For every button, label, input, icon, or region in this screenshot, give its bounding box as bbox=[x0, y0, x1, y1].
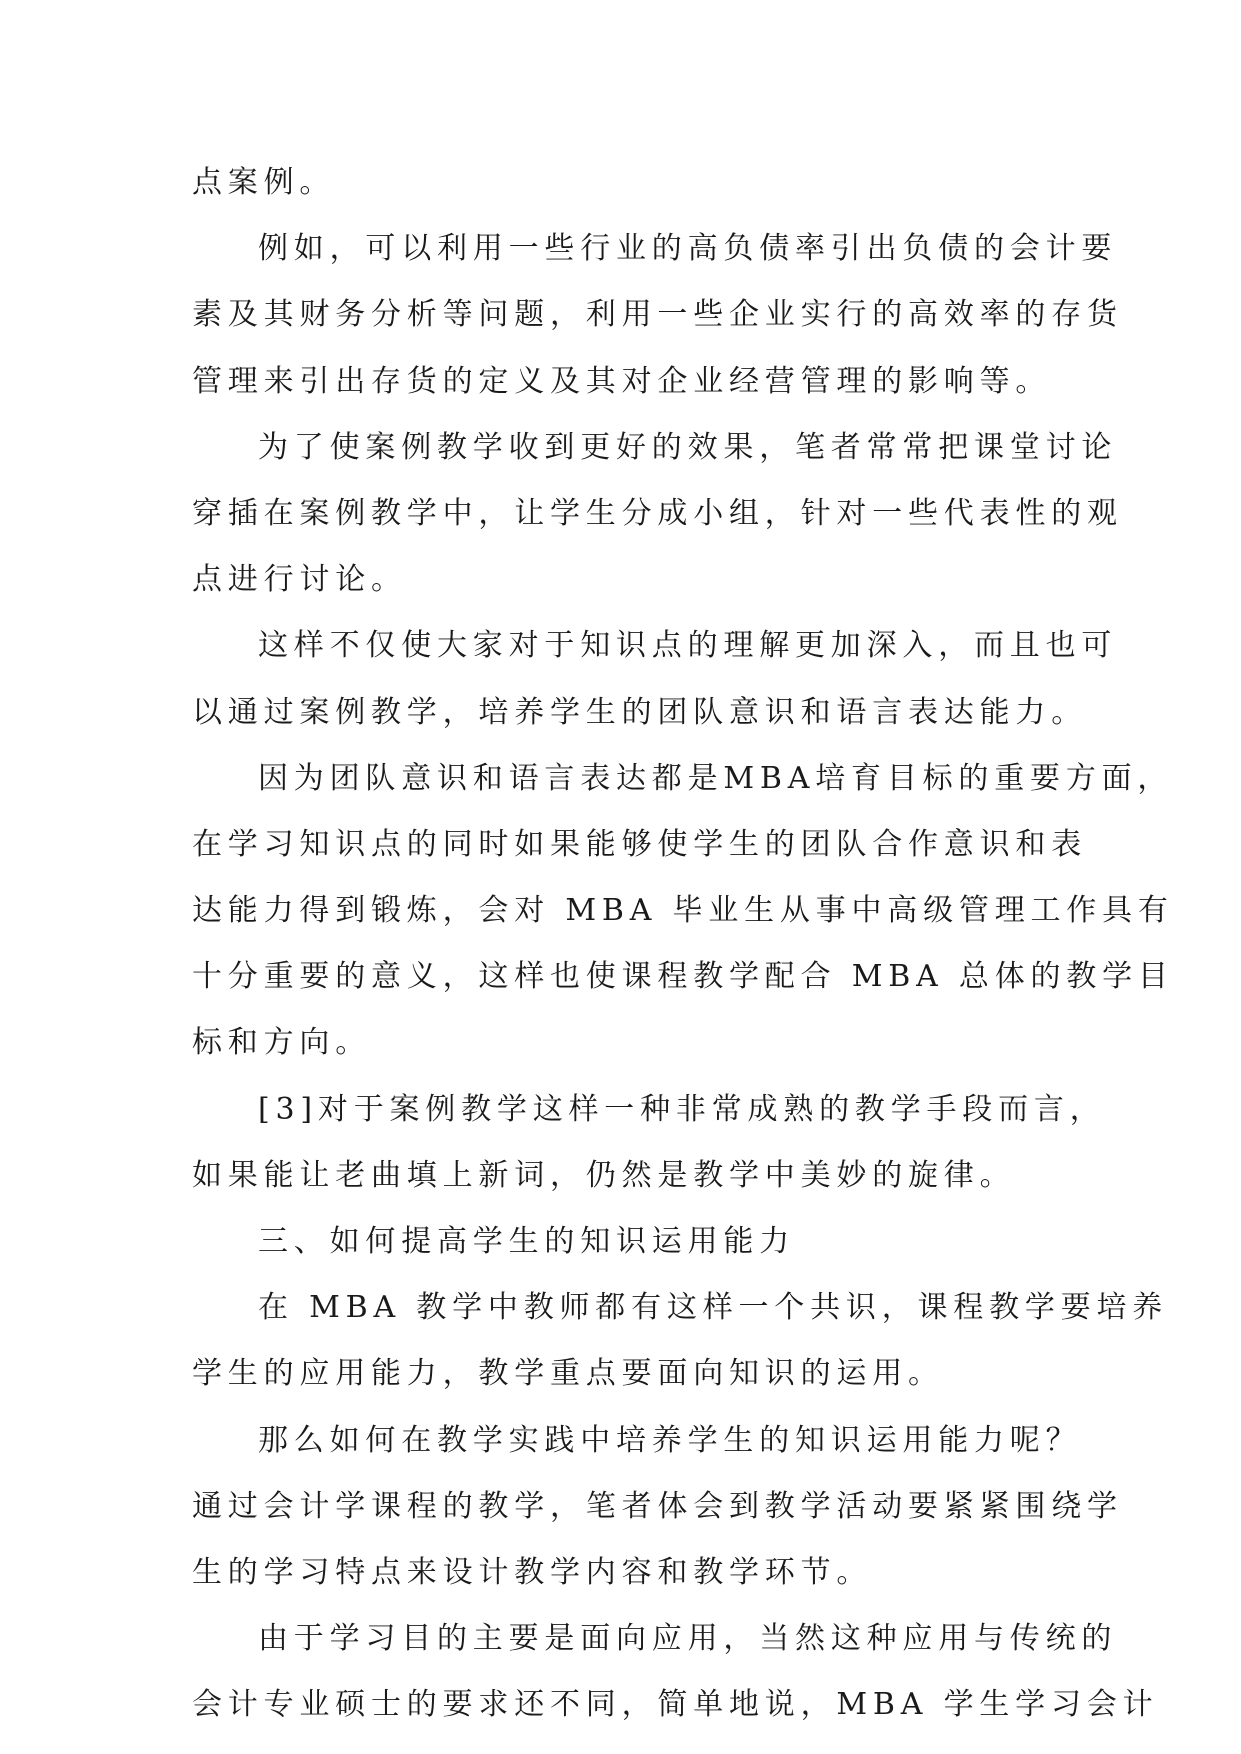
text-line: 例如，可以利用一些行业的高负债率引出负债的会计要 bbox=[258, 231, 1118, 267]
text-line: 生的学习特点来设计教学内容和教学环节。 bbox=[192, 1554, 873, 1590]
document-body bbox=[192, 150, 1174, 1739]
text-line: 素及其财务分析等问题，利用一些企业实行的高效率的存货 bbox=[192, 297, 1123, 333]
section-heading: 三、如何提高学生的知识运用能力 bbox=[258, 1224, 795, 1259]
text-line: 十分重要的意义，这样也使课程教学配合 MBA 总体的教学目 bbox=[192, 959, 1174, 995]
text-line: 以通过案例教学，培养学生的团队意识和语言表达能力。 bbox=[192, 694, 1087, 730]
text-line: 会计专业硕士的要求还不同，简单地说，MBA 学生学习会计 bbox=[192, 1687, 1159, 1723]
text-line: 在学习知识点的同时如果能够使学生的团队合作意识和表 bbox=[192, 826, 1087, 862]
text-line: 如果能让老曲填上新词，仍然是教学中美妙的旋律。 bbox=[192, 1157, 1016, 1193]
text-line: 标和方向。 bbox=[192, 1025, 371, 1061]
text-line: 在 MBA 教学中教师都有这样一个共识，课程教学要培养 bbox=[258, 1290, 1169, 1326]
text-line: 管理来引出存货的定义及其对企业经营管理的影响等。 bbox=[192, 363, 1052, 399]
text-line: 达能力得到锻炼，会对 MBA 毕业生从事中高级管理工作具有 bbox=[192, 893, 1174, 929]
text-line: 穿插在案例教学中，让学生分成小组，针对一些代表性的观 bbox=[192, 495, 1123, 531]
text-line: 通过会计学课程的教学，笔者体会到教学活动要紧紧围绕学 bbox=[192, 1488, 1123, 1524]
text-line: 这样不仅使大家对于知识点的理解更加深入，而且也可 bbox=[258, 628, 1118, 664]
text-line: 因为团队意识和语言表达都是MBA培育目标的重要方面， bbox=[258, 760, 1174, 796]
text-line: [3]对于案例教学这样一种非常成熟的教学手段而言， bbox=[258, 1091, 1106, 1127]
text-line: 那么如何在教学实践中培养学生的知识运用能力呢？ bbox=[258, 1422, 1082, 1458]
text-line: 由于学习目的主要是面向应用，当然这种应用与传统的 bbox=[258, 1621, 1118, 1657]
text-line: 点案例。 bbox=[192, 165, 336, 200]
text-line: 为了使案例教学收到更好的效果，笔者常常把课堂讨论 bbox=[258, 429, 1118, 465]
text-line: 点进行讨论。 bbox=[192, 562, 407, 598]
text-line: 学生的应用能力，教学重点要面向知识的运用。 bbox=[192, 1356, 944, 1392]
